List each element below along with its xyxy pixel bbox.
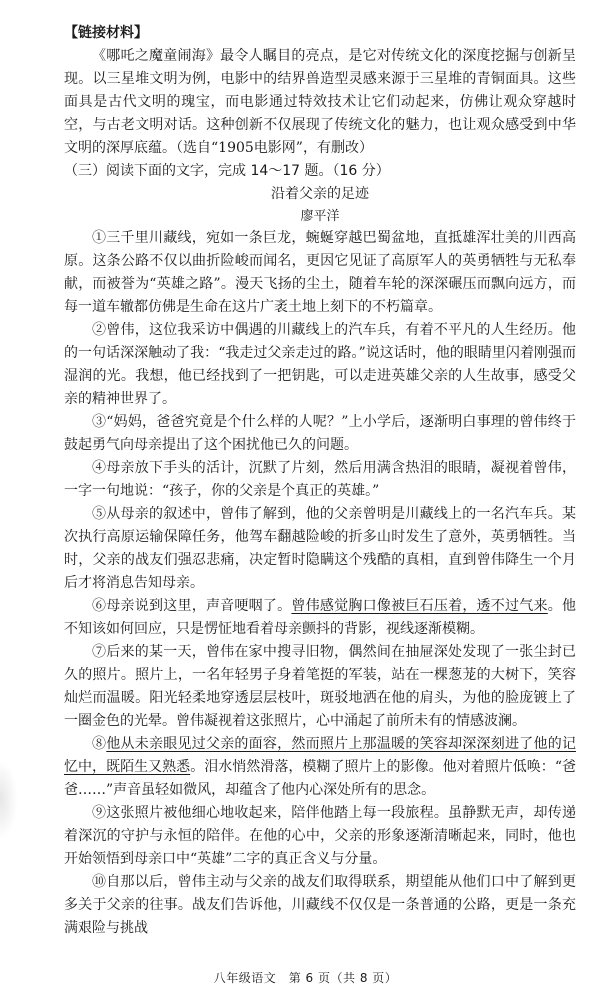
link-material-heading: 【链接材料】 <box>64 25 148 41</box>
paragraph-6-end: 。他不知该如何回应，只是愣怔地看着母亲颤抖的背影，视线逐渐模糊。 <box>64 598 577 637</box>
underlined-sentence-8: 他从未亲眼见过父亲的面容，然而照片上那温暖的笑容却深深刻进了他的记忆中，既陌生又熟悉 <box>64 736 577 775</box>
article-author: 廖平洋 <box>300 209 340 224</box>
underlined-sentence-6: 曾伟感觉胸口像被巨石压着，透不过气来 <box>291 598 548 614</box>
paragraph-2: ②曾伟，这位我采访中偶遇的川藏线上的汽车兵，有着不平凡的人生经历。他的一句话深深触动了我：“我走过父亲走过的路。”说这话时，他的眼睛里闪着刚强而湿润的光。我想，他已经找到了一把钥匙，可以走进英雄父亲的人生故事，感受父亲的精神世界了。 <box>64 322 576 407</box>
paragraph-3: ③“妈妈，爸爸究竟是个什么样的人呢？”上小学后，逐渐明白事理的曾伟终于鼓起勇气向母亲提出了这个困扰他已久的问题。 <box>64 414 576 453</box>
article-title: 沿着父亲的足迹 <box>271 186 369 202</box>
paragraph-6-start: ⑥母亲说到这里，声音哽咽了。 <box>92 598 292 614</box>
paragraph-8-start: ⑧ <box>92 736 107 752</box>
link-material-text: 《哪吒之魔童闹海》最令人瞩目的亮点，是它对传统文化的深度挖掘与创新呈现。以三星堆文明为例，电影中的结界兽造型灵感来源于三星堆的青铜面具。这些面具是古代文明的瑰宝，而电影通过特效技术让它们动起来，仿佛让观众穿越时空，与古老文明对话。这种创新不仅展现了传统文化的魅力，也让观众感受到中华文明的深厚底蕴。（选自“1905电影网”，有删改） <box>64 48 576 156</box>
section-instruction: （三）阅读下面的文字，完成 14～17 题。（16 分） <box>64 163 390 179</box>
paragraph-5: ⑤从母亲的叙述中，曾伟了解到，他的父亲曾明是川藏线上的一名汽车兵。某次执行高原运输保障任务，他驾车翻越险峻的折多山时发生了意外，英勇牺牲。当时，父亲的战友们强忍悲痛，决定暂时隐瞒这个残酷的真相，直到曾伟降生一个月后才将消息告知母亲。 <box>64 506 576 591</box>
paragraph-9: ⑨这张照片被他细心地收起来，陪伴他踏上每一段旅程。虽静默无声，却传递着深沉的守护与永恒的陪伴。在他的心中，父亲的形象逐渐清晰起来，同时，他也开始领悟到母亲口中“英雄”二字的真正含义与分量。 <box>64 805 576 867</box>
paragraph-1: ①三千里川藏线，宛如一条巨龙，蜿蜒穿越巴蜀盆地，直抵雄浑壮美的川西高原。这条公路不仅以曲折险峻而闻名，更因它见证了高原军人的英勇牺牲与无私奉献，而被誉为“英雄之路”。漫天飞扬的尘土，随着车轮的深深碾压而飘向远方，而每一道车辙都仿佛是生命在这片广袤土地上刻下的不朽篇章。 <box>64 230 576 315</box>
paragraph-10: ⑩自那以后，曾伟主动与父亲的战友们取得联系，期望能从他们口中了解到更多关于父亲的往事。战友们告诉他，川藏线不仅仅是一条普通的公路，更是一条充满艰险与挑战 <box>64 874 576 936</box>
paragraph-8-end: 。泪水悄然滑落，模糊了照片上的影像。他对着照片低唤：“爸爸……”声音虽轻如微风，却蕴含了他内心深处所有的思念。 <box>64 759 577 798</box>
paragraph-7: ⑦后来的某一天，曾伟在家中搜寻旧物，偶然间在抽屉深处发现了一张尘封已久的照片。照片上，一名年轻男子身着笔挺的军装，站在一棵葱茏的大树下，笑容灿烂而温暖。阳光轻柔地穿透层层枝叶，斑驳地洒在他的肩头，为他的脸庞镀上了一圈金色的光晕。曾伟凝视着这张照片，心中涌起了前所未有的情感波澜。 <box>64 644 576 729</box>
scan-shadow <box>0 760 18 840</box>
paragraph-4: ④母亲放下手头的活计，沉默了片刻，然后用满含热泪的眼睛，凝视着曾伟，一字一句地说：“孩子，你的父亲是个真正的英雄。” <box>64 460 576 499</box>
paragraph-8 <box>64 733 576 802</box>
paragraph-6 <box>64 595 576 641</box>
page-footer: 八年级语文 第 6 页（共 8 页） <box>213 971 398 985</box>
exam-page <box>64 0 576 940</box>
